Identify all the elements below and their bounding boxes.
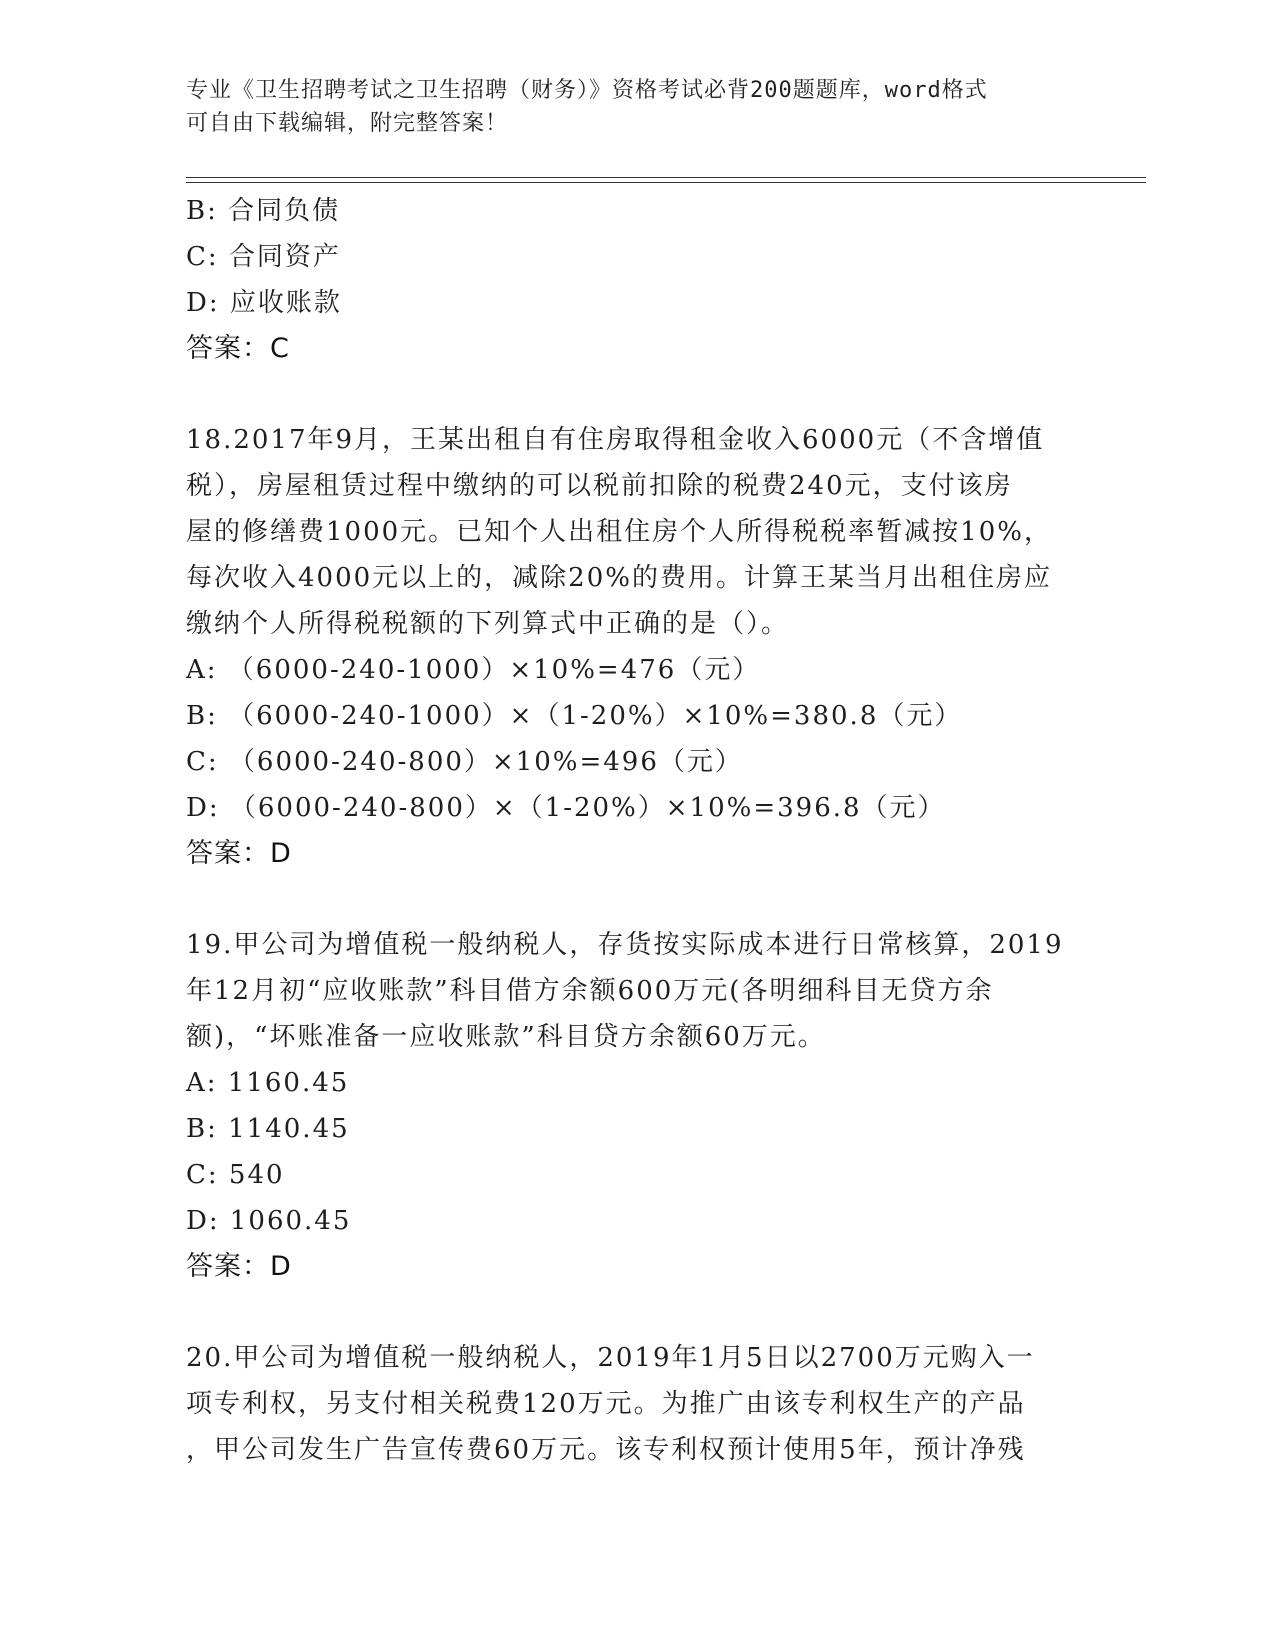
option-b: B: 合同负债 — [186, 196, 341, 226]
question-text-line: 20.甲公司为增值税一般纳税人，2019年1月5日以2700万元购入一 — [186, 1343, 1035, 1373]
question-content — [186, 188, 1086, 1473]
question-20 — [186, 1335, 1086, 1473]
question-text-line: 年12月初“应收账款”科目借方余额600万元(各明细科目无贷方余 — [186, 976, 994, 1006]
option-d: D: 1060.45 — [186, 1206, 352, 1236]
question-spacer — [186, 372, 1086, 417]
option-b: B: 1140.45 — [186, 1114, 350, 1144]
question-spacer — [186, 1290, 1086, 1335]
answer-label: 答案：D — [186, 1251, 292, 1282]
question-17-tail — [186, 188, 1086, 372]
header-title-line-2: 可自由下载编辑，附完整答案！ — [186, 111, 509, 136]
option-c: C: 540 — [186, 1160, 285, 1190]
option-d: D: 应收账款 — [186, 288, 342, 318]
header-title-line-1: 专业《卫生招聘考试之卫生招聘（财务）》资格考试必背200题题库，word格式 — [186, 78, 988, 103]
option-d: D: （6000-240-800）×（1-20%）×10%=396.8（元） — [186, 793, 946, 823]
header-divider-top — [186, 177, 1146, 178]
question-spacer — [186, 877, 1086, 922]
question-text-line: 缴纳个人所得税税额的下列算式中正确的是（）。 — [186, 609, 790, 639]
answer-label: 答案：D — [186, 838, 292, 869]
question-text-line: 19.甲公司为增值税一般纳税人，存货按实际成本进行日常核算，2019 — [186, 930, 1064, 960]
question-text-line: 税），房屋租赁过程中缴纳的可以税前扣除的税费240元，支付该房 — [186, 471, 1013, 501]
question-text-line: 18.2017年9月，王某出租自有住房取得租金收入6000元（不含增值 — [186, 425, 1045, 455]
answer-label: 答案：C — [186, 333, 290, 364]
question-text-line: 项专利权，另支付相关税费120万元。为推广由该专利权生产的产品 — [186, 1389, 1026, 1419]
option-c: C: （6000-240-800）×10%=496（元） — [186, 747, 743, 777]
page-header — [186, 74, 1086, 140]
question-text-line: 额)，“坏账准备一应收账款”科目贷方余额60万元。 — [186, 1022, 826, 1052]
question-text-line: 每次收入4000元以上的，减除20%的费用。计算王某当月出租住房应 — [186, 563, 1052, 593]
question-text-line: 屋的修缮费1000元。已知个人出租住房个人所得税税率暂减按10%， — [186, 517, 1052, 547]
header-divider-bottom — [186, 182, 1146, 183]
question-18 — [186, 417, 1086, 877]
option-a: A: （6000-240-1000）×10%=476（元） — [186, 655, 761, 685]
question-19 — [186, 922, 1086, 1290]
option-c: C: 合同资产 — [186, 242, 341, 272]
option-a: A: 1160.45 — [186, 1068, 350, 1098]
question-text-line: ，甲公司发生广告宣传费60万元。该专利权预计使用5年，预计净残 — [186, 1435, 1026, 1465]
option-b: B: （6000-240-1000）×（1-20%）×10%=380.8（元） — [186, 701, 963, 731]
